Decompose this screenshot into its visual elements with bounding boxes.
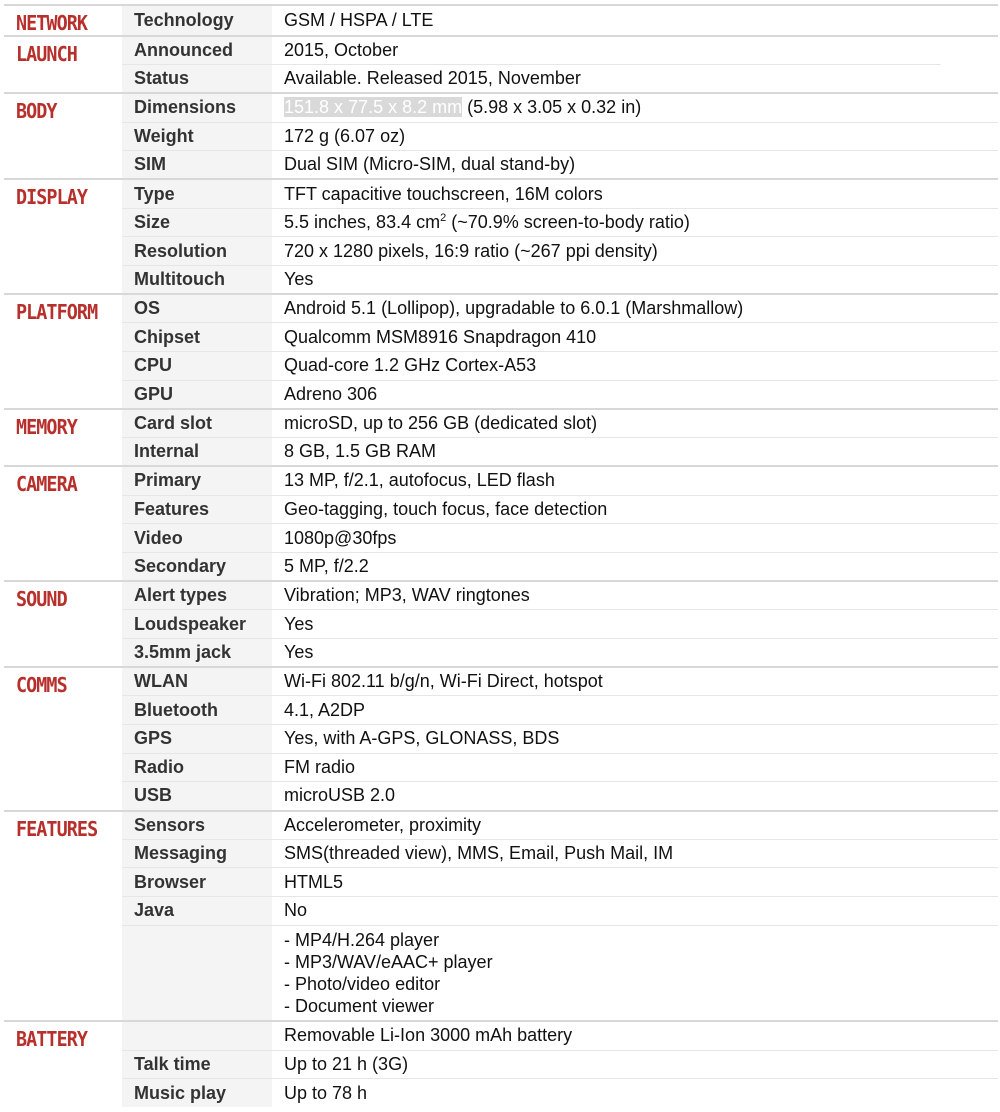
spec-label: Internal [122, 438, 272, 467]
spec-value [272, 667, 998, 696]
spec-value-text: Dual SIM (Micro-SIM, dual stand-by) [284, 154, 576, 175]
spec-value-line: - MP4/H.264 player [284, 930, 440, 951]
spec-value [272, 466, 998, 495]
spec-value-text: Geo-tagging, touch focus, face detection [284, 498, 608, 519]
spec-value [272, 638, 998, 667]
spec-value [272, 1079, 998, 1108]
spec-label: Status [122, 65, 272, 94]
superscript: 2 [440, 211, 447, 224]
spec-value-line: - Photo/video editor [284, 974, 441, 995]
section-heading: DISPLAY [15, 185, 88, 210]
spec-label: Type [122, 179, 272, 208]
spec-value [272, 897, 998, 926]
spec-value [272, 179, 998, 208]
spec-section-features [4, 811, 998, 1022]
specs-table [4, 4, 998, 1107]
spec-row [4, 5, 998, 36]
spec-value [272, 782, 998, 811]
spec-row [4, 409, 998, 438]
spec-label: Music play [122, 1079, 272, 1108]
spec-value [272, 696, 998, 725]
section-heading: SOUND [15, 587, 67, 612]
spec-row [4, 266, 998, 295]
spec-value-text: 720 x 1280 pixels, 16:9 ratio (~267 ppi density) [284, 240, 658, 261]
spec-label: Features [122, 495, 272, 524]
spec-label: Multitouch [122, 266, 272, 295]
spec-value-text: (~70.9% screen-to-body ratio) [446, 211, 690, 232]
spec-row [4, 725, 998, 754]
spec-label: 3.5mm jack [122, 638, 272, 667]
spec-value-text: Yes [284, 269, 314, 290]
spec-label: Primary [122, 466, 272, 495]
spec-row [4, 925, 998, 1021]
spec-row [4, 466, 998, 495]
spec-value [272, 151, 998, 180]
spec-label: Secondary [122, 552, 272, 581]
section-heading: PLATFORM [15, 300, 98, 325]
spec-row [4, 151, 998, 180]
spec-value-text: 172 g (6.07 oz) [284, 125, 406, 146]
spec-section-launch [4, 36, 998, 93]
spec-row [4, 552, 998, 581]
spec-value-text: microSD, up to 256 GB (dedicated slot) [284, 413, 598, 434]
spec-row [4, 753, 998, 782]
spec-value-text: HTML5 [284, 871, 344, 892]
spec-label: Size [122, 208, 272, 237]
spec-label: Java [122, 897, 272, 926]
spec-label: Video [122, 524, 272, 553]
spec-value-text: No [284, 900, 308, 921]
spec-value [272, 811, 998, 840]
spec-value [272, 581, 998, 610]
spec-value [272, 266, 998, 295]
spec-value-text: Up to 21 h (3G) [284, 1053, 409, 1074]
spec-value-text: Yes, with A-GPS, GLONASS, BDS [284, 728, 560, 749]
spec-value [272, 753, 998, 782]
spec-row [4, 839, 998, 868]
spec-row [4, 1021, 998, 1050]
spec-value [272, 524, 998, 553]
section-heading: COMMS [15, 673, 67, 698]
spec-section-network [4, 5, 998, 36]
spec-value-text: Adreno 306 [284, 383, 378, 404]
spec-row [4, 352, 998, 381]
spec-row [4, 524, 998, 553]
spec-row [4, 323, 998, 352]
spec-section-memory [4, 409, 998, 466]
spec-row [4, 1079, 998, 1108]
spec-value-text: FM radio [284, 757, 356, 778]
spec-value [272, 495, 998, 524]
spec-label: CPU [122, 352, 272, 381]
section-heading: BATTERY [15, 1027, 88, 1052]
spec-label: Dimensions [122, 93, 272, 122]
spec-value [272, 925, 998, 1021]
spec-label: SIM [122, 151, 272, 180]
spec-row [4, 65, 998, 94]
spec-section-sound [4, 581, 998, 667]
spec-value-text: Qualcomm MSM8916 Snapdragon 410 [284, 326, 597, 347]
spec-value [272, 93, 998, 122]
spec-value-text: Yes [284, 613, 314, 634]
spec-value [272, 323, 998, 352]
spec-value [272, 36, 998, 65]
spec-value-text: Wi-Fi 802.11 b/g/n, Wi-Fi Direct, hotspot [284, 671, 603, 692]
section-heading: FEATURES [15, 816, 98, 841]
spec-value [272, 409, 998, 438]
spec-section-platform [4, 294, 998, 409]
spec-section-camera [4, 466, 998, 581]
spec-value [272, 294, 998, 323]
spec-value [272, 237, 998, 266]
spec-value-text: 13 MP, f/2.1, autofocus, LED flash [284, 470, 555, 491]
spec-label: Resolution [122, 237, 272, 266]
spec-row [4, 36, 998, 65]
spec-value-text: 8 GB, 1.5 GB RAM [284, 441, 437, 462]
spec-row [4, 208, 998, 237]
spec-value [272, 5, 998, 36]
spec-label: Browser [122, 868, 272, 897]
spec-value [272, 552, 998, 581]
spec-value [272, 868, 998, 897]
spec-row [4, 897, 998, 926]
spec-row [4, 696, 998, 725]
section-heading: NETWORK [15, 11, 88, 35]
spec-value [272, 438, 998, 467]
spec-section-display [4, 179, 998, 294]
spec-row [4, 93, 998, 122]
selected-text[interactable]: 151.8 x 77.5 x 8.2 mm [284, 97, 463, 118]
spec-label: Technology [122, 5, 272, 36]
spec-value-text: GSM / HSPA / LTE [284, 10, 434, 30]
spec-value-text: Removable Li-Ion 3000 mAh battery [284, 1025, 573, 1046]
spec-row [4, 868, 998, 897]
spec-value-text: SMS(threaded view), MMS, Email, Push Mail, IM [284, 843, 674, 864]
spec-row [4, 638, 998, 667]
spec-value-text: Quad-core 1.2 GHz Cortex-A53 [284, 355, 537, 376]
spec-row [4, 237, 998, 266]
spec-label: Messaging [122, 839, 272, 868]
spec-row [4, 581, 998, 610]
spec-value [272, 839, 998, 868]
spec-value-text: 4.1, A2DP [284, 699, 366, 720]
spec-value-text: (5.98 x 3.05 x 0.32 in) [462, 97, 642, 118]
spec-value-text: Yes [284, 642, 314, 663]
spec-value-text: Up to 78 h [284, 1082, 368, 1103]
spec-value [272, 1050, 998, 1079]
spec-value-text: Accelerometer, proximity [284, 814, 482, 835]
section-heading: MEMORY [15, 414, 77, 439]
spec-row [4, 610, 998, 639]
spec-value [272, 352, 998, 381]
spec-value-text: Android 5.1 (Lollipop), upgradable to 6.0.1 (Marshmallow) [284, 298, 744, 319]
edge-notch [940, 40, 1000, 80]
spec-section-comms [4, 667, 998, 810]
spec-label: Sensors [122, 811, 272, 840]
spec-row [4, 380, 998, 409]
spec-row [4, 495, 998, 524]
spec-label: GPU [122, 380, 272, 409]
spec-value [272, 122, 998, 151]
spec-value [272, 208, 998, 237]
spec-label [122, 925, 272, 1021]
spec-label: Weight [122, 122, 272, 151]
spec-label: Chipset [122, 323, 272, 352]
spec-label: WLAN [122, 667, 272, 696]
spec-value [272, 610, 998, 639]
section-heading: CAMERA [15, 472, 77, 497]
spec-label: USB [122, 782, 272, 811]
spec-value-text: 2015, October [284, 40, 399, 61]
spec-label: Talk time [122, 1050, 272, 1079]
spec-value-text: 1080p@30fps [284, 527, 397, 548]
section-heading: BODY [15, 99, 57, 124]
spec-section-body [4, 93, 998, 179]
spec-value-text: Vibration; MP3, WAV ringtones [284, 585, 530, 606]
spec-value-text: microUSB 2.0 [284, 785, 396, 806]
spec-label: GPS [122, 725, 272, 754]
spec-label: OS [122, 294, 272, 323]
spec-value-line: - MP3/WAV/eAAC+ player [284, 952, 493, 973]
spec-row [4, 811, 998, 840]
section-heading: LAUNCH [15, 42, 77, 66]
spec-label [122, 1021, 272, 1050]
spec-value [272, 1021, 998, 1050]
spec-label: Radio [122, 753, 272, 782]
spec-row [4, 179, 998, 208]
spec-section-battery [4, 1021, 998, 1107]
spec-value [272, 380, 998, 409]
spec-label: Announced [122, 36, 272, 65]
spec-label: Loudspeaker [122, 610, 272, 639]
spec-value [272, 65, 998, 94]
spec-value [272, 725, 998, 754]
spec-row [4, 122, 998, 151]
spec-value-text: TFT capacitive touchscreen, 16M colors [284, 183, 603, 204]
spec-row [4, 438, 998, 467]
spec-label: Alert types [122, 581, 272, 610]
spec-row [4, 782, 998, 811]
spec-row [4, 1050, 998, 1079]
spec-row [4, 667, 998, 696]
spec-value-text: 5 MP, f/2.2 [284, 555, 369, 576]
spec-value-line: - Document viewer [284, 996, 435, 1017]
spec-label: Bluetooth [122, 696, 272, 725]
spec-value-part: 5.5 inches, 83.4 cm [284, 211, 441, 232]
spec-label: Card slot [122, 409, 272, 438]
spec-row [4, 294, 998, 323]
spec-value-text: Available. Released 2015, November [284, 68, 581, 89]
